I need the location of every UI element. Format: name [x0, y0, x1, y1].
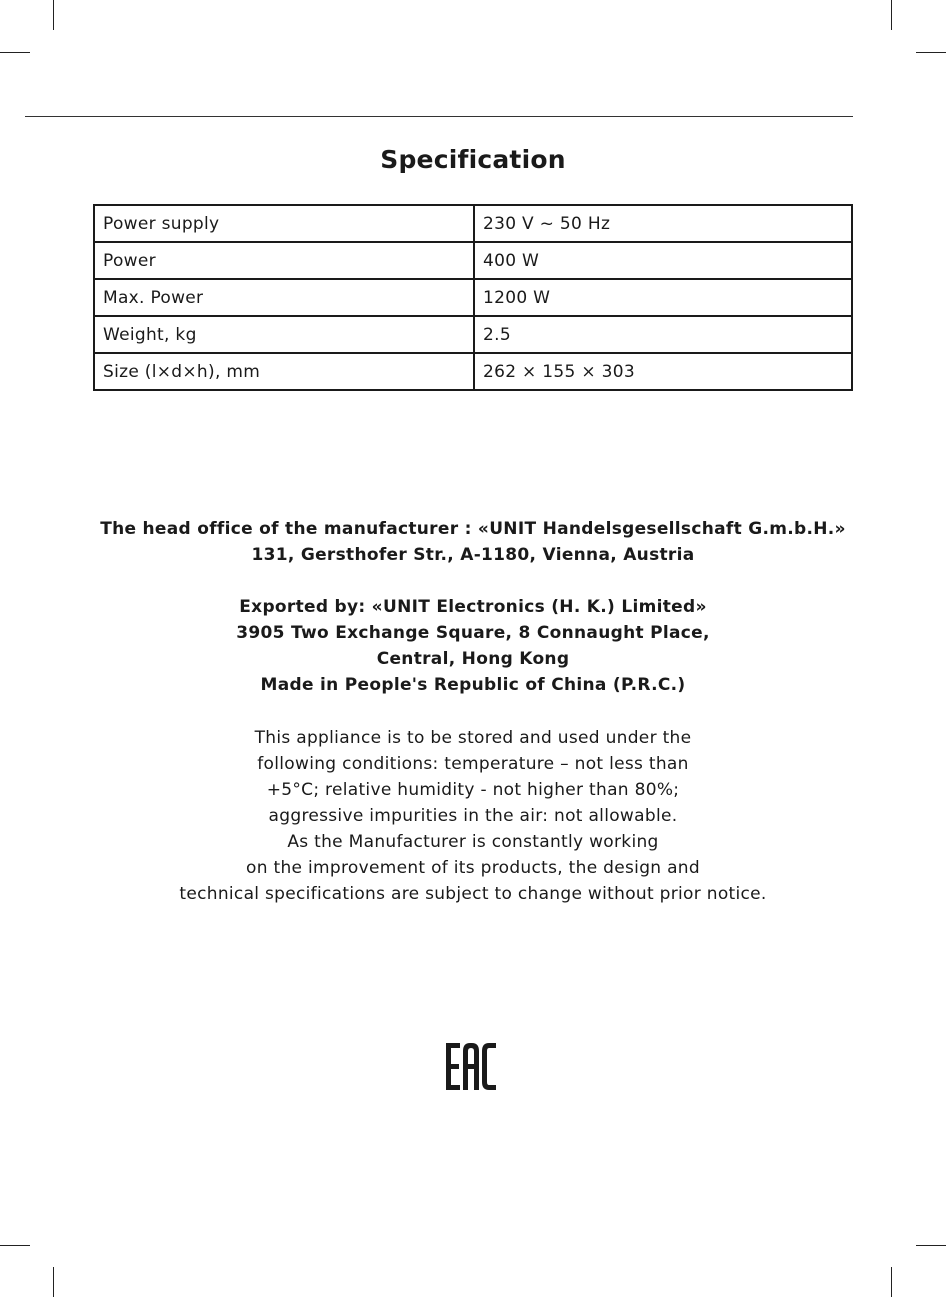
table-row: [94, 205, 852, 242]
exporter-address: 3905 Two Exchange Square, 8 Connaught Place,: [236, 623, 710, 643]
notice-line: following conditions: temperature – not less than: [257, 754, 689, 774]
manufacturer-address: 131, Gersthofer Str., A-1180, Vienna, Austria: [251, 545, 695, 565]
crop-mark: [916, 1245, 946, 1246]
crop-mark: [916, 52, 946, 53]
manufacturer-block: [0, 516, 946, 568]
table-row: [94, 279, 852, 316]
table-row: [94, 353, 852, 390]
storage-notice: [0, 725, 946, 907]
notice-line: technical specifications are subject to change without prior notice.: [179, 884, 767, 904]
notice-line: aggressive impurities in the air: not allowable.: [268, 806, 678, 826]
crop-mark: [0, 52, 30, 53]
notice-line: As the Manufacturer is constantly working: [287, 832, 659, 852]
spec-value: 262 × 155 × 303: [474, 353, 852, 390]
notice-line: +5°C; relative humidity - not higher than 80%;: [266, 780, 680, 800]
spec-label: Size (l×d×h), mm: [94, 353, 474, 390]
exporter-block: [0, 594, 946, 698]
header-rule: [25, 116, 853, 117]
exporter-line: Exported by: «UNIT Electronics (H. K.) Limited»: [239, 597, 707, 617]
page-title: Specification: [380, 145, 566, 174]
table-row: [94, 316, 852, 353]
spec-value: 400 W: [474, 242, 852, 279]
exporter-city: Central, Hong Kong: [376, 649, 570, 669]
spec-label: Power: [94, 242, 474, 279]
spec-label: Weight, kg: [94, 316, 474, 353]
spec-label: Max. Power: [94, 279, 474, 316]
eac-certification-mark-icon: [446, 1043, 496, 1090]
crop-mark: [891, 0, 892, 30]
crop-mark: [891, 1267, 892, 1297]
spec-label: Power supply: [94, 205, 474, 242]
spec-value: 2.5: [474, 316, 852, 353]
spec-value: 1200 W: [474, 279, 852, 316]
crop-mark: [53, 0, 54, 30]
table-row: [94, 242, 852, 279]
spec-table: [93, 204, 853, 391]
spec-value: 230 V ~ 50 Hz: [474, 205, 852, 242]
notice-line: on the improvement of its products, the design and: [246, 858, 700, 878]
crop-mark: [53, 1267, 54, 1297]
origin-line: Made in People's Republic of China (P.R.C.): [260, 675, 686, 695]
notice-line: This appliance is to be stored and used under the: [254, 728, 692, 748]
crop-mark: [0, 1245, 30, 1246]
manufacturer-line: The head office of the manufacturer : «UNIT Handelsgesellschaft G.m.b.H.»: [100, 519, 846, 539]
